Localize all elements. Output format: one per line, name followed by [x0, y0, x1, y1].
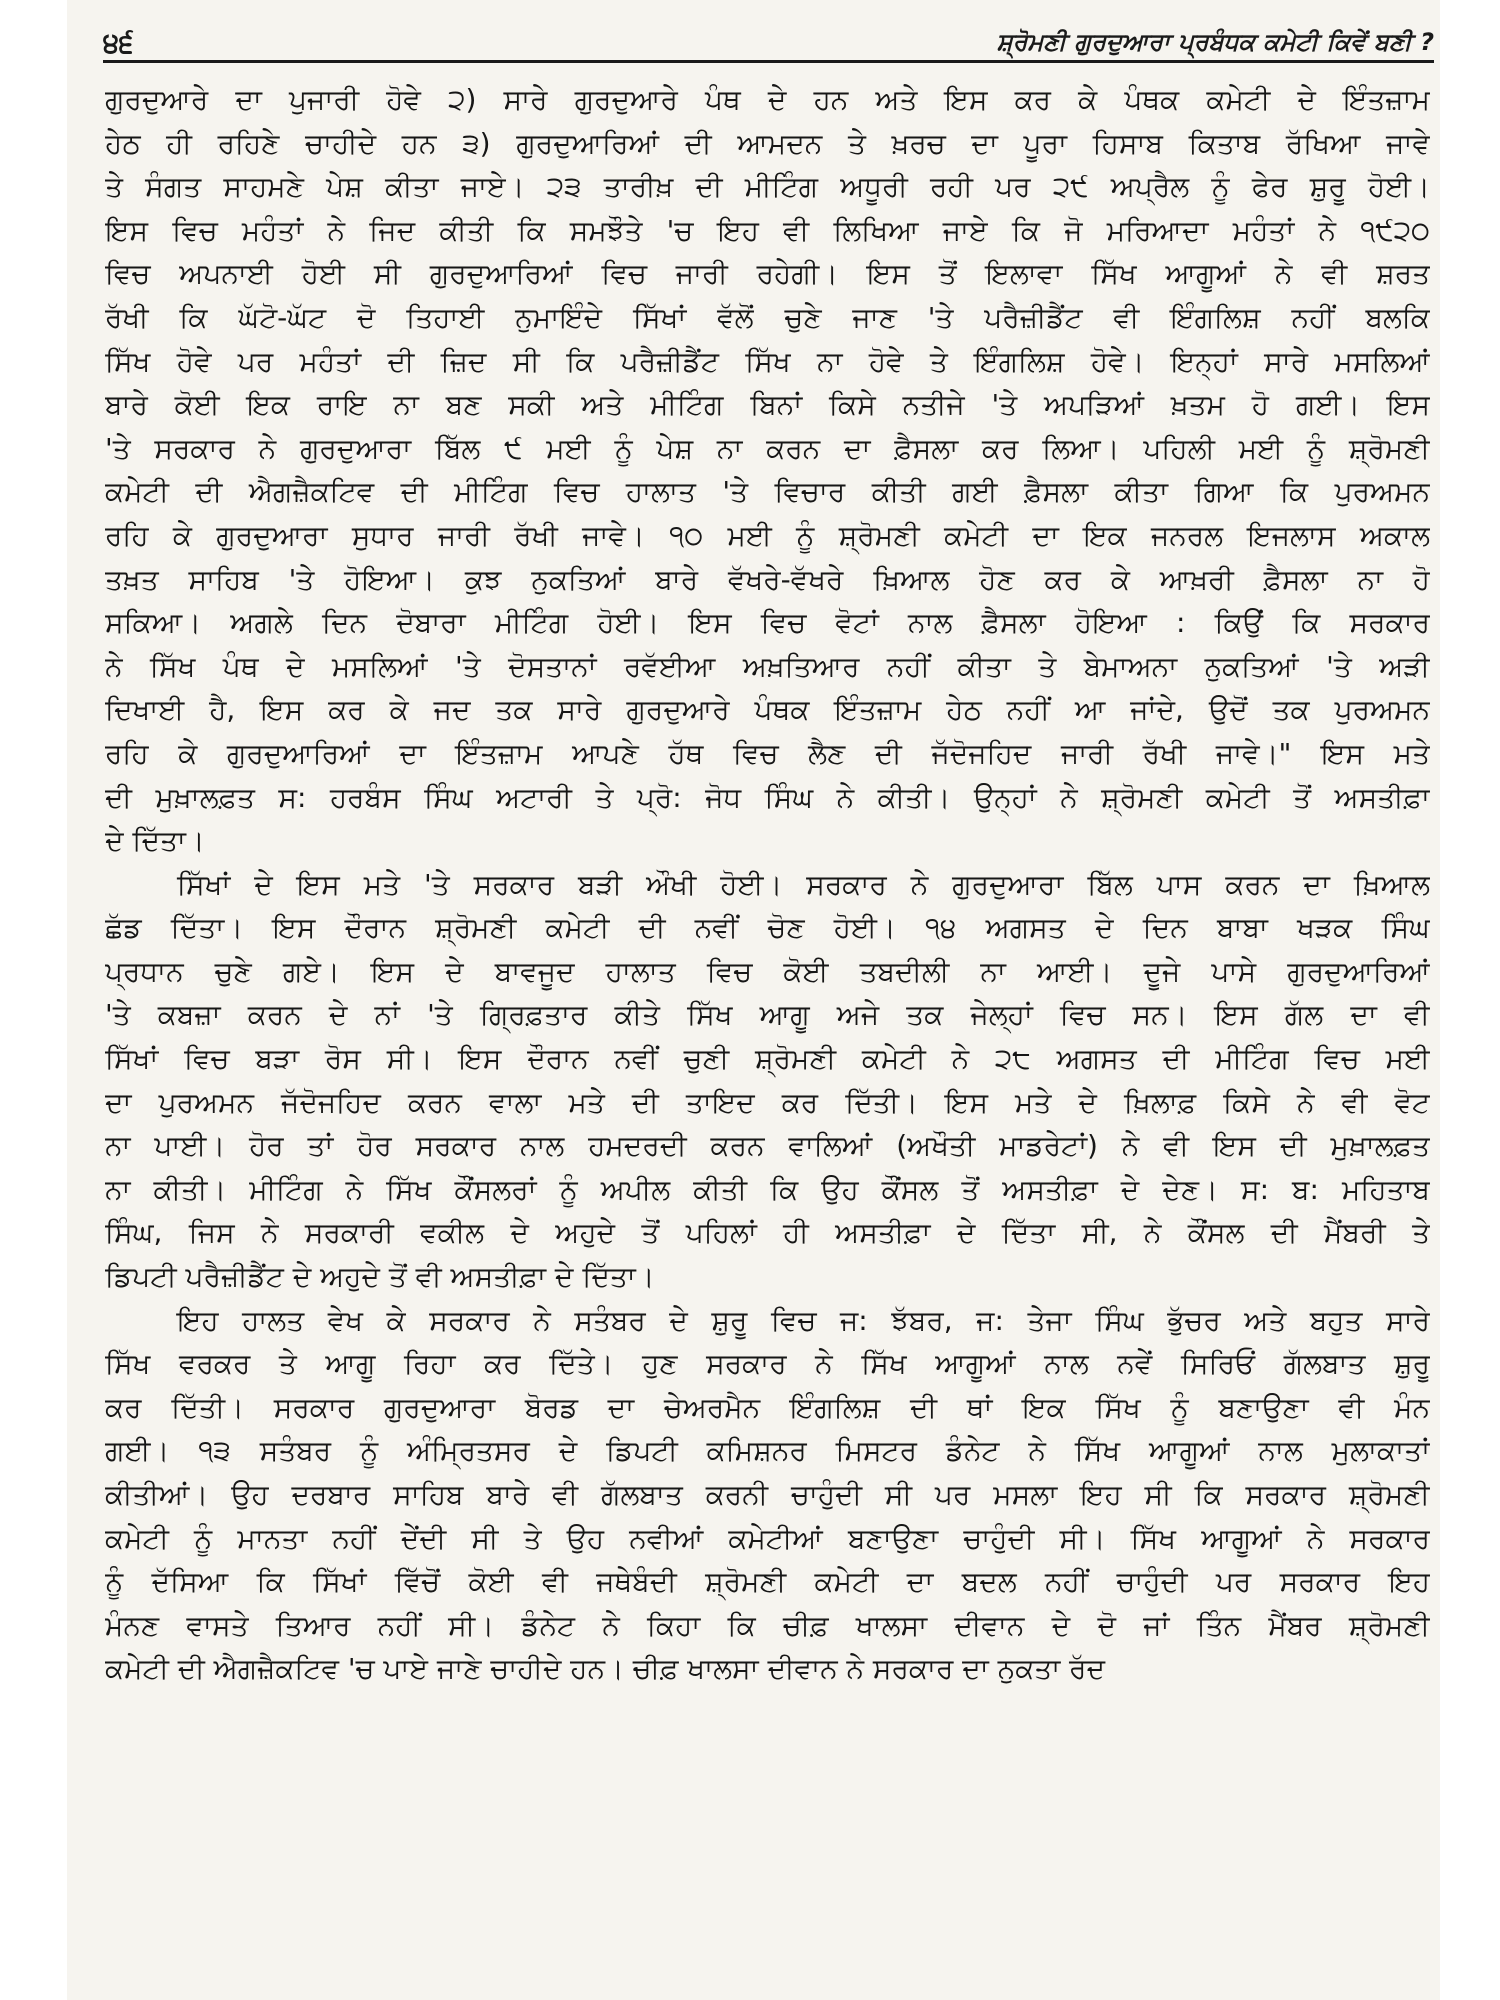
text-line: ਹੇਠ ਹੀ ਰਹਿਣੇ ਚਾਹੀਦੇ ਹਨ ੩) ਗੁਰਦੁਆਰਿਆਂ ਦੀ ਆਮਦਨ ਤੇ ਖ਼ਰਚ ਦਾ ਪੂਰਾ ਹਿਸਾਬ ਕਿਤਾਬ ਰੱਖਿਆ ਜਾਵੇ [105, 126, 1430, 160]
text-line: ਕਮੇਟੀ ਦੀ ਐਗਜ਼ੈਕਟਿਵ ਦੀ ਮੀਟਿੰਗ ਵਿਚ ਹਾਲਾਤ 'ਤੇ ਵਿਚਾਰ ਕੀਤੀ ਗਈ ਫ਼ੈਸਲਾ ਕੀਤਾ ਗਿਆ ਕਿ ਪੁਰਅਮਨ [105, 475, 1430, 509]
text-line: ਛੱਡ ਦਿੱਤਾ। ਇਸ ਦੌਰਾਨ ਸ਼੍ਰੋਮਣੀ ਕਮੇਟੀ ਦੀ ਨਵੀਂ ਚੋਣ ਹੋਈ। ੧੪ ਅਗਸਤ ਦੇ ਦਿਨ ਬਾਬਾ ਖੜਕ ਸਿੰਘ [105, 911, 1430, 945]
page-number: ੪੬ [103, 26, 134, 59]
text-line: ਕੀਤੀਆਂ। ਉਹ ਦਰਬਾਰ ਸਾਹਿਬ ਬਾਰੇ ਵੀ ਗੱਲਬਾਤ ਕਰਨੀ ਚਾਹੁੰਦੀ ਸੀ ਪਰ ਮਸਲਾ ਇਹ ਸੀ ਕਿ ਸਰਕਾਰ ਸ਼੍ਰੋਮਣੀ [105, 1478, 1430, 1511]
text-line: ਗਈ। ੧੩ ਸਤੰਬਰ ਨੂੰ ਅੰਮ੍ਰਿਤਸਰ ਦੇ ਡਿਪਟੀ ਕਮਿਸ਼ਨਰ ਮਿਸਟਰ ਡੰਨੇਟ ਨੇ ਸਿੱਖ ਆਗੂਆਂ ਨਾਲ ਮੁਲਾਕਾਤਾਂ [105, 1434, 1430, 1468]
text-line: ਸਿੰਘ, ਜਿਸ ਨੇ ਸਰਕਾਰੀ ਵਕੀਲ ਦੇ ਅਹੁਦੇ ਤੋਂ ਪਹਿਲਾਂ ਹੀ ਅਸਤੀਫ਼ਾ ਦੇ ਦਿੱਤਾ ਸੀ, ਨੇ ਕੌਂਸਲ ਦੀ ਮੈਂਬਰੀ ਤੇ [105, 1216, 1430, 1250]
text-line: ਕਮੇਟੀ ਨੂੰ ਮਾਨਤਾ ਨਹੀਂ ਦੇਂਦੀ ਸੀ ਤੇ ਉਹ ਨਵੀਆਂ ਕਮੇਟੀਆਂ ਬਣਾਉਣਾ ਚਾਹੁੰਦੀ ਸੀ। ਸਿੱਖ ਆਗੂਆਂ ਨੇ ਸਰਕਾਰ [105, 1521, 1430, 1555]
text-line: ਸਿੱਖਾਂ ਵਿਚ ਬੜਾ ਰੋਸ ਸੀ। ਇਸ ਦੌਰਾਨ ਨਵੀਂ ਚੁਣੀ ਸ਼੍ਰੋਮਣੀ ਕਮੇਟੀ ਨੇ ੨੮ ਅਗਸਤ ਦੀ ਮੀਟਿੰਗ ਵਿਚ ਮਈ [105, 1042, 1430, 1076]
text-line: ਤੇ ਸੰਗਤ ਸਾਹਮਣੇ ਪੇਸ਼ ਕੀਤਾ ਜਾਏ। ੨੩ ਤਾਰੀਖ਼ ਦੀ ਮੀਟਿੰਗ ਅਧੂਰੀ ਰਹੀ ਪਰ ੨੯ ਅਪ੍ਰੈਲ ਨੂੰ ਫੇਰ ਸ਼ੁਰੂ ਹੋਈ। [105, 170, 1430, 204]
body-text [105, 78, 1430, 1691]
text-line: ਦਾ ਪੁਰਅਮਨ ਜੱਦੋਜਹਿਦ ਕਰਨ ਵਾਲਾ ਮਤੇ ਦੀ ਤਾਇਦ ਕਰ ਦਿੱਤੀ। ਇਸ ਮਤੇ ਦੇ ਖ਼ਿਲਾਫ਼ ਕਿਸੇ ਨੇ ਵੀ ਵੋਟ [105, 1085, 1430, 1119]
text-line: ਬਾਰੇ ਕੋਈ ਇਕ ਰਾਇ ਨਾ ਬਣ ਸਕੀ ਅਤੇ ਮੀਟਿੰਗ ਬਿਨਾਂ ਕਿਸੇ ਨਤੀਜੇ 'ਤੇ ਅਪੜਿਆਂ ਖ਼ਤਮ ਹੋ ਗਈ। ਇਸ [105, 388, 1430, 422]
text-line: ਗੁਰਦੁਆਰੇ ਦਾ ਪੁਜਾਰੀ ਹੋਵੇ ੨) ਸਾਰੇ ਗੁਰਦੁਆਰੇ ਪੰਥ ਦੇ ਹਨ ਅਤੇ ਇਸ ਕਰ ਕੇ ਪੰਥਕ ਕਮੇਟੀ ਦੇ ਇੰਤਜ਼ਾਮ [105, 83, 1430, 116]
text-line: 'ਤੇ ਕਬਜ਼ਾ ਕਰਨ ਦੇ ਨਾਂ 'ਤੇ ਗ੍ਰਿਫ਼ਤਾਰ ਕੀਤੇ ਸਿੱਖ ਆਗੂ ਅਜੇ ਤਕ ਜੇਲ੍ਹਾਂ ਵਿਚ ਸਨ। ਇਸ ਗੱਲ ਦਾ ਵੀ [105, 998, 1430, 1032]
text-line: ਕਮੇਟੀ ਦੀ ਐਗਜ਼ੈਕਟਿਵ 'ਚ ਪਾਏ ਜਾਣੇ ਚਾਹੀਦੇ ਹਨ। ਚੀਫ਼ ਖਾਲਸਾ ਦੀਵਾਨ ਨੇ ਸਰਕਾਰ ਦਾ ਨੁਕਤਾ ਰੱਦ [105, 1652, 1106, 1686]
text-line: ਤਖ਼ਤ ਸਾਹਿਬ 'ਤੇ ਹੋਇਆ। ਕੁਝ ਨੁਕਤਿਆਂ ਬਾਰੇ ਵੱਖਰੇ-ਵੱਖਰੇ ਖ਼ਿਆਲ ਹੋਣ ਕਰ ਕੇ ਆਖ਼ਰੀ ਫ਼ੈਸਲਾ ਨਾ ਹੋ [105, 562, 1430, 596]
running-title: ਸ਼੍ਰੋਮਣੀ ਗੁਰਦੁਆਰਾ ਪ੍ਰਬੰਧਕ ਕਮੇਟੀ ਕਿਵੇਂ ਬਣੀ ? [996, 28, 1434, 56]
text-line: ਸਕਿਆ। ਅਗਲੇ ਦਿਨ ਦੋਬਾਰਾ ਮੀਟਿੰਗ ਹੋਈ। ਇਸ ਵਿਚ ਵੋਟਾਂ ਨਾਲ ਫ਼ੈਸਲਾ ਹੋਇਆ : ਕਿਉਂ ਕਿ ਸਰਕਾਰ [105, 606, 1430, 640]
text-line: ਦਿਖਾਈ ਹੈ, ਇਸ ਕਰ ਕੇ ਜਦ ਤਕ ਸਾਰੇ ਗੁਰਦੁਆਰੇ ਪੰਥਕ ਇੰਤਜ਼ਾਮ ਹੇਠ ਨਹੀਂ ਆ ਜਾਂਦੇ, ਉਦੋਂ ਤਕ ਪੁਰਅਮਨ [105, 693, 1430, 727]
paragraph [105, 78, 1430, 863]
header-rule [103, 60, 1434, 63]
page-header [103, 22, 1440, 74]
text-line: ਨੂੰ ਦੱਸਿਆ ਕਿ ਸਿੱਖਾਂ ਵਿੱਚੋਂ ਕੋਈ ਵੀ ਜਥੇਬੰਦੀ ਸ਼੍ਰੋਮਣੀ ਕਮੇਟੀ ਦਾ ਬਦਲ ਨਹੀਂ ਚਾਹੁੰਦੀ ਪਰ ਸਰਕਾਰ ਇਹ [105, 1565, 1430, 1599]
paragraph [105, 1299, 1430, 1691]
text-line: ਡਿਪਟੀ ਪਰੈਜ਼ੀਡੈਂਟ ਦੇ ਅਹੁਦੇ ਤੋਂ ਵੀ ਅਸਤੀਫ਼ਾ ਦੇ ਦਿੱਤਾ। [105, 1260, 655, 1294]
text-line: ਵਿਚ ਅਪਨਾਈ ਹੋਈ ਸੀ ਗੁਰਦੁਆਰਿਆਂ ਵਿਚ ਜਾਰੀ ਰਹੇਗੀ। ਇਸ ਤੋਂ ਇਲਾਵਾ ਸਿੱਖ ਆਗੂਆਂ ਨੇ ਵੀ ਸ਼ਰਤ [105, 257, 1430, 291]
text-line: ਸਿੱਖ ਵਰਕਰ ਤੇ ਆਗੂ ਰਿਹਾ ਕਰ ਦਿੱਤੇ। ਹੁਣ ਸਰਕਾਰ ਨੇ ਸਿੱਖ ਆਗੂਆਂ ਨਾਲ ਨਵੇਂ ਸਿਰਿਓਂ ਗੱਲਬਾਤ ਸ਼ੁਰੂ [105, 1347, 1430, 1381]
text-line: ਰਹਿ ਕੇ ਗੁਰਦੁਆਰਿਆਂ ਦਾ ਇੰਤਜ਼ਾਮ ਆਪਣੇ ਹੱਥ ਵਿਚ ਲੈਣ ਦੀ ਜੱਦੋਜਹਿਦ ਜਾਰੀ ਰੱਖੀ ਜਾਵੇ।" ਇਸ ਮਤੇ [105, 736, 1430, 770]
text-line: ਪ੍ਰਧਾਨ ਚੁਣੇ ਗਏ। ਇਸ ਦੇ ਬਾਵਜੂਦ ਹਾਲਾਤ ਵਿਚ ਕੋਈ ਤਬਦੀਲੀ ਨਾ ਆਈ। ਦੂਜੇ ਪਾਸੇ ਗੁਰਦੁਆਰਿਆਂ [105, 954, 1430, 988]
text-line: ਕਰ ਦਿੱਤੀ। ਸਰਕਾਰ ਗੁਰਦੁਆਰਾ ਬੋਰਡ ਦਾ ਚੇਅਰਮੈਨ ਇੰਗਲਿਸ਼ ਦੀ ਥਾਂ ਇਕ ਸਿੱਖ ਨੂੰ ਬਣਾਉਣਾ ਵੀ ਮੰਨ [105, 1390, 1430, 1424]
text-line: ਸਿੱਖਾਂ ਦੇ ਇਸ ਮਤੇ 'ਤੇ ਸਰਕਾਰ ਬੜੀ ਔਖੀ ਹੋਈ। ਸਰਕਾਰ ਨੇ ਗੁਰਦੁਆਰਾ ਬਿੱਲ ਪਾਸ ਕਰਨ ਦਾ ਖ਼ਿਆਲ [177, 867, 1430, 901]
book-page [67, 0, 1440, 2000]
text-line: ਦੇ ਦਿੱਤਾ। [105, 824, 205, 858]
text-line: ਸਿੱਖ ਹੋਵੇ ਪਰ ਮਹੰਤਾਂ ਦੀ ਜ਼ਿਦ ਸੀ ਕਿ ਪਰੈਜ਼ੀਡੈਂਟ ਸਿੱਖ ਨਾ ਹੋਵੇ ਤੇ ਇੰਗਲਿਸ਼ ਹੋਵੇ। ਇਨ੍ਹਾਂ ਸਾਰੇ ਮਸਲਿਆਂ [105, 344, 1430, 378]
text-line: ਨਾ ਪਾਈ। ਹੋਰ ਤਾਂ ਹੋਰ ਸਰਕਾਰ ਨਾਲ ਹਮਦਰਦੀ ਕਰਨ ਵਾਲਿਆਂ (ਅਖੌਤੀ ਮਾਡਰੇਟਾਂ) ਨੇ ਵੀ ਇਸ ਦੀ ਮੁਖ਼ਾਲਫ਼ਤ [105, 1129, 1430, 1163]
text-line: 'ਤੇ ਸਰਕਾਰ ਨੇ ਗੁਰਦੁਆਰਾ ਬਿੱਲ ੯ ਮਈ ਨੂੰ ਪੇਸ਼ ਨਾ ਕਰਨ ਦਾ ਫ਼ੈਸਲਾ ਕਰ ਲਿਆ। ਪਹਿਲੀ ਮਈ ਨੂੰ ਸ਼੍ਰੋਮਣੀ [105, 431, 1430, 465]
text-line: ਰੱਖੀ ਕਿ ਘੱਟੋ-ਘੱਟ ਦੋ ਤਿਹਾਈ ਨੁਮਾਇੰਦੇ ਸਿੱਖਾਂ ਵੱਲੋਂ ਚੁਣੇ ਜਾਣ 'ਤੇ ਪਰੈਜ਼ੀਡੈਂਟ ਵੀ ਇੰਗਲਿਸ਼ ਨਹੀਂ ਬਲਕਿ [105, 300, 1430, 334]
text-line: ਦੀ ਮੁਖ਼ਾਲਫ਼ਤ ਸ: ਹਰਬੰਸ ਸਿੰਘ ਅਟਾਰੀ ਤੇ ਪ੍ਰੋ: ਜੋਧ ਸਿੰਘ ਨੇ ਕੀਤੀ। ਉਨ੍ਹਾਂ ਨੇ ਸ਼੍ਰੋਮਣੀ ਕਮੇਟੀ ਤੋਂ ਅਸਤੀਫ਼ਾ [105, 780, 1430, 814]
text-line: ਮੰਨਣ ਵਾਸਤੇ ਤਿਆਰ ਨਹੀਂ ਸੀ। ਡੰਨੇਟ ਨੇ ਕਿਹਾ ਕਿ ਚੀਫ਼ ਖਾਲਸਾ ਦੀਵਾਨ ਦੇ ਦੋ ਜਾਂ ਤਿੰਨ ਮੈਂਬਰ ਸ਼੍ਰੋਮਣੀ [105, 1608, 1430, 1642]
text-line: ਨੇ ਸਿੱਖ ਪੰਥ ਦੇ ਮਸਲਿਆਂ 'ਤੇ ਦੋਸਤਾਨਾਂ ਰਵੱਈਆ ਅਖ਼ਤਿਆਰ ਨਹੀਂ ਕੀਤਾ ਤੇ ਬੇਮਾਅਨਾ ਨੁਕਤਿਆਂ 'ਤੇ ਅੜੀ [105, 649, 1430, 683]
text-line: ਰਹਿ ਕੇ ਗੁਰਦੁਆਰਾ ਸੁਧਾਰ ਜਾਰੀ ਰੱਖੀ ਜਾਵੇ। ੧੦ ਮਈ ਨੂੰ ਸ਼੍ਰੋਮਣੀ ਕਮੇਟੀ ਦਾ ਇਕ ਜਨਰਲ ਇਜਲਾਸ ਅਕਾਲ [105, 518, 1430, 552]
text-line: ਇਸ ਵਿਚ ਮਹੰਤਾਂ ਨੇ ਜਿਦ ਕੀਤੀ ਕਿ ਸਮਝੌਤੇ 'ਚ ਇਹ ਵੀ ਲਿਖਿਆ ਜਾਏ ਕਿ ਜੋ ਮਰਿਆਦਾ ਮਹੰਤਾਂ ਨੇ ੧੯੨੦ [105, 213, 1430, 247]
text-line: ਨਾ ਕੀਤੀ। ਮੀਟਿੰਗ ਨੇ ਸਿੱਖ ਕੌਂਸਲਰਾਂ ਨੂੰ ਅਪੀਲ ਕੀਤੀ ਕਿ ਉਹ ਕੌਂਸਲ ਤੋਂ ਅਸਤੀਫ਼ਾ ਦੇ ਦੇਣ। ਸ: ਬ: ਮਹਿਤਾਬ [105, 1172, 1430, 1206]
text-line: ਇਹ ਹਾਲਤ ਵੇਖ ਕੇ ਸਰਕਾਰ ਨੇ ਸਤੰਬਰ ਦੇ ਸ਼ੁਰੂ ਵਿਚ ਜ: ਝੱਬਰ, ਜ: ਤੇਜਾ ਸਿੰਘ ਭੁੱਚਰ ਅਤੇ ਬਹੁਤ ਸਾਰੇ [177, 1303, 1430, 1337]
paragraph [105, 863, 1430, 1299]
